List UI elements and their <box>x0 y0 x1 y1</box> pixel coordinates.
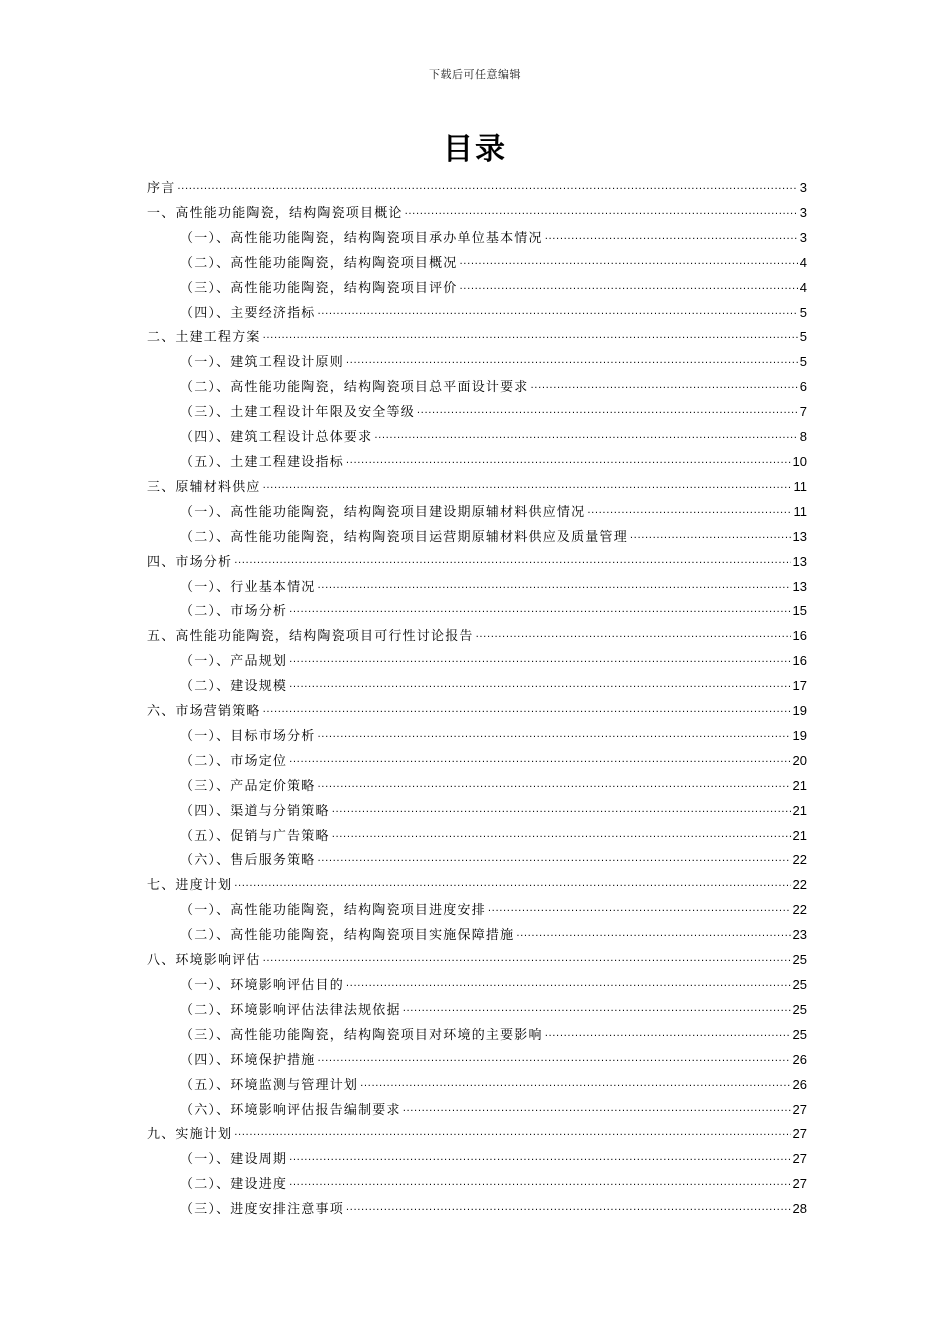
toc-dot-leader <box>318 852 791 866</box>
toc-page-number: 23 <box>792 927 807 943</box>
toc-entry-title: （一）、高性能功能陶瓷，结构陶瓷项目进度安排 <box>180 903 486 919</box>
toc-entry-title: （三）、进度安排注意事项 <box>180 1202 344 1218</box>
toc-page-number: 8 <box>799 429 807 445</box>
toc-entry-title: 二、土建工程方案 <box>147 330 261 346</box>
toc-section-entry[interactable] <box>147 450 807 475</box>
toc-section-entry[interactable] <box>147 998 807 1023</box>
toc-section-entry[interactable] <box>147 973 807 998</box>
toc-dot-leader <box>289 1176 790 1190</box>
toc-page-number: 4 <box>799 254 807 270</box>
toc-dot-leader <box>318 778 791 792</box>
toc-entry-title: （一）、行业基本情况 <box>180 579 316 595</box>
toc-page-number: 11 <box>793 503 807 519</box>
toc-section-entry[interactable] <box>147 425 807 450</box>
toc-dot-leader <box>289 753 790 767</box>
toc-dot-leader <box>346 1201 791 1215</box>
toc-entry-title: 序言 <box>147 181 176 196</box>
toc-section-entry[interactable] <box>147 1197 807 1222</box>
toc-section-entry[interactable] <box>147 1098 807 1123</box>
toc-entry-title: 九、实施计划 <box>147 1127 233 1143</box>
toc-entry-title: 三、原辅材料供应 <box>147 479 261 495</box>
toc-entry-title: （一）、建设周期 <box>180 1152 288 1168</box>
toc-entry-title: （二）、高性能功能陶瓷，结构陶瓷项目运营期原辅材料供应及质量管理 <box>180 529 628 545</box>
toc-page-number: 6 <box>799 379 807 395</box>
toc-section-entry[interactable] <box>147 724 807 749</box>
toc-entry-title: （三）、高性能功能陶瓷，结构陶瓷项目对环境的主要影响 <box>180 1027 543 1043</box>
toc-entry-title: 一、高性能功能陶瓷，结构陶瓷项目概论 <box>147 205 403 221</box>
toc-dot-leader <box>332 803 791 817</box>
toc-section-entry[interactable] <box>147 525 807 550</box>
toc-page-number: 19 <box>792 727 807 743</box>
toc-dot-leader <box>318 728 791 742</box>
toc-entry-title: （四）、建筑工程设计总体要求 <box>180 430 373 446</box>
toc-dot-leader <box>263 479 792 493</box>
toc-entry-title: （五）、土建工程建设指标 <box>180 454 344 470</box>
toc-dot-leader <box>460 280 798 294</box>
toc-page-number: 3 <box>799 229 807 245</box>
toc-page-number: 27 <box>792 1151 807 1167</box>
toc-entry-title: （五）、环境监测与管理计划 <box>180 1077 359 1093</box>
toc-dot-leader <box>403 1002 791 1016</box>
toc-dot-leader <box>234 554 790 568</box>
toc-page-number: 28 <box>792 1201 807 1217</box>
toc-dot-leader <box>289 1151 790 1165</box>
toc-entry-title: （三）、产品定价策略 <box>180 778 316 794</box>
toc-entry-title: （一）、高性能功能陶瓷，结构陶瓷项目建设期原辅材料供应情况 <box>180 504 586 520</box>
toc-entry-title: （三）、高性能功能陶瓷，结构陶瓷项目评价 <box>180 280 458 296</box>
toc-section-entry[interactable] <box>147 824 807 849</box>
toc-dot-leader <box>289 678 790 692</box>
toc-entry-title: 四、市场分析 <box>147 554 233 570</box>
toc-dot-leader <box>360 1077 790 1091</box>
toc-dot-leader <box>516 927 790 941</box>
toc-section-entry[interactable] <box>147 226 807 251</box>
toc-dot-leader <box>545 230 798 244</box>
toc-entry-title: （四）、渠道与分销策略 <box>180 803 330 819</box>
toc-dot-leader <box>332 828 791 842</box>
page-header: 下载后可任意编辑 <box>429 68 521 81</box>
toc-page-number: 11 <box>793 478 807 494</box>
toc-list <box>147 176 807 1222</box>
toc-entry-title: （一）、建筑工程设计原则 <box>180 355 344 371</box>
toc-dot-leader <box>234 877 790 891</box>
toc-chapter-entry[interactable] <box>147 550 807 575</box>
toc-entry-title: （六）、环境影响评估报告编制要求 <box>180 1102 401 1118</box>
toc-dot-leader <box>177 180 797 194</box>
toc-page-number: 26 <box>792 1076 807 1092</box>
toc-page-number: 16 <box>792 628 807 644</box>
toc-chapter-entry[interactable] <box>147 1122 807 1147</box>
toc-page-number: 22 <box>792 877 807 893</box>
toc-entry-title: （一）、产品规划 <box>180 654 288 670</box>
toc-entry-title: （四）、主要经济指标 <box>180 305 316 321</box>
toc-section-entry[interactable] <box>147 575 807 600</box>
toc-section-entry[interactable] <box>147 599 807 624</box>
toc-dot-leader <box>346 354 798 368</box>
toc-page-number: 25 <box>792 977 807 992</box>
toc-page-number: 21 <box>792 802 807 818</box>
toc-section-entry[interactable] <box>147 749 807 774</box>
toc-title: 目录 <box>443 132 507 167</box>
toc-section-entry[interactable] <box>147 301 807 326</box>
toc-section-entry[interactable] <box>147 799 807 824</box>
toc-page-number: 15 <box>792 603 807 619</box>
toc-dot-leader <box>460 255 798 269</box>
toc-dot-leader <box>403 1102 791 1116</box>
toc-entry-title: （五）、促销与广告策略 <box>180 828 330 844</box>
toc-chapter-entry[interactable] <box>147 325 807 350</box>
toc-dot-leader <box>346 454 791 468</box>
toc-page-number: 3 <box>799 204 807 220</box>
toc-entry-title: （二）、建设规模 <box>180 679 288 695</box>
toc-page-number: 10 <box>792 453 807 469</box>
toc-dot-leader <box>263 329 798 343</box>
toc-section-entry[interactable] <box>147 350 807 375</box>
toc-section-entry[interactable] <box>147 1172 807 1197</box>
toc-entry-title: 七、进度计划 <box>147 878 233 894</box>
toc-entry-title: （二）、市场定位 <box>180 753 288 769</box>
toc-dot-leader <box>488 902 791 916</box>
toc-page-number: 4 <box>799 279 807 295</box>
toc-page-number: 22 <box>792 902 807 918</box>
toc-dot-leader <box>318 305 798 319</box>
toc-page-number: 25 <box>792 1026 807 1042</box>
toc-chapter-entry[interactable] <box>147 475 807 500</box>
toc-dot-leader <box>405 205 798 219</box>
toc-page-number: 27 <box>792 1176 807 1192</box>
toc-page-number: 13 <box>792 553 807 569</box>
toc-page-number: 21 <box>792 777 807 793</box>
toc-dot-leader <box>289 653 790 667</box>
toc-page-number: 21 <box>792 827 807 843</box>
toc-chapter-entry[interactable] <box>147 201 807 226</box>
toc-page-number: 13 <box>792 528 807 544</box>
toc-page-number: 20 <box>792 752 807 768</box>
toc-chapter-entry[interactable] <box>147 699 807 724</box>
toc-entry-title: （二）、高性能功能陶瓷，结构陶瓷项目实施保障措施 <box>180 928 515 944</box>
toc-page-number: 25 <box>792 952 807 968</box>
toc-page-number: 5 <box>799 304 807 320</box>
toc-page-number: 16 <box>792 653 807 669</box>
toc-section-entry[interactable] <box>147 400 807 425</box>
toc-page-number: 26 <box>792 1051 807 1067</box>
toc-dot-leader <box>263 952 791 966</box>
toc-section-entry[interactable] <box>147 1023 807 1048</box>
toc-dot-leader <box>417 404 798 418</box>
toc-section-entry[interactable] <box>147 500 807 525</box>
toc-dot-leader <box>531 379 798 393</box>
toc-dot-leader <box>234 1126 790 1140</box>
toc-section-entry[interactable] <box>147 1048 807 1073</box>
toc-page-number: 5 <box>799 354 807 370</box>
toc-page-number: 13 <box>792 578 807 594</box>
toc-entry-title: （三）、土建工程设计年限及安全等级 <box>180 405 415 421</box>
toc-page-number: 19 <box>792 703 807 719</box>
toc-page-number: 3 <box>799 180 807 195</box>
toc-section-entry[interactable] <box>147 674 807 699</box>
toc-page-number: 27 <box>792 1101 807 1117</box>
toc-chapter-entry[interactable] <box>147 624 807 649</box>
toc-dot-leader <box>374 429 797 443</box>
toc-dot-leader <box>263 703 791 717</box>
toc-entry-title: 六、市场营销策略 <box>147 704 261 720</box>
toc-page-number: 7 <box>799 404 807 420</box>
toc-dot-leader <box>318 1052 791 1066</box>
toc-section-entry[interactable] <box>147 898 807 923</box>
toc-entry-title: （二）、高性能功能陶瓷，结构陶瓷项目概况 <box>180 255 458 271</box>
toc-entry-title: 五、高性能功能陶瓷，结构陶瓷项目可行性讨论报告 <box>147 629 474 645</box>
toc-entry-title: （二）、建设进度 <box>180 1177 288 1193</box>
toc-section-entry[interactable] <box>147 848 807 873</box>
toc-section-entry[interactable] <box>147 1147 807 1172</box>
toc-section-entry[interactable] <box>147 251 807 276</box>
toc-dot-leader <box>476 628 791 642</box>
toc-entry-title: （二）、环境影响评估法律法规依据 <box>180 1002 401 1018</box>
toc-dot-leader <box>346 977 791 991</box>
toc-chapter-entry[interactable] <box>147 873 807 898</box>
toc-dot-leader <box>630 529 791 543</box>
toc-dot-leader <box>587 504 791 518</box>
toc-page-number: 25 <box>792 1001 807 1017</box>
toc-dot-leader <box>289 603 790 617</box>
toc-entry-title: （二）、市场分析 <box>180 604 288 620</box>
toc-section-entry[interactable] <box>147 774 807 799</box>
toc-section-entry[interactable] <box>147 1073 807 1098</box>
toc-entry-title: （一）、目标市场分析 <box>180 728 316 744</box>
toc-dot-leader <box>545 1027 791 1041</box>
toc-entry-title: （六）、售后服务策略 <box>180 853 316 869</box>
toc-page-number: 17 <box>792 678 807 694</box>
toc-entry-title: （一）、环境影响评估目的 <box>180 978 344 993</box>
toc-page-number: 22 <box>792 852 807 868</box>
toc-chapter-entry[interactable] <box>147 176 807 201</box>
toc-section-entry[interactable] <box>147 375 807 400</box>
toc-entry-title: 八、环境影响评估 <box>147 953 261 969</box>
toc-chapter-entry[interactable] <box>147 948 807 973</box>
toc-section-entry[interactable] <box>147 649 807 674</box>
toc-section-entry[interactable] <box>147 923 807 948</box>
toc-section-entry[interactable] <box>147 276 807 301</box>
toc-entry-title: （二）、高性能功能陶瓷，结构陶瓷项目总平面设计要求 <box>180 380 529 396</box>
toc-entry-title: （一）、高性能功能陶瓷，结构陶瓷项目承办单位基本情况 <box>180 230 543 246</box>
toc-entry-title: （四）、环境保护措施 <box>180 1052 316 1068</box>
toc-page-number: 5 <box>799 329 807 345</box>
toc-dot-leader <box>318 579 791 593</box>
toc-page-number: 27 <box>792 1126 807 1142</box>
